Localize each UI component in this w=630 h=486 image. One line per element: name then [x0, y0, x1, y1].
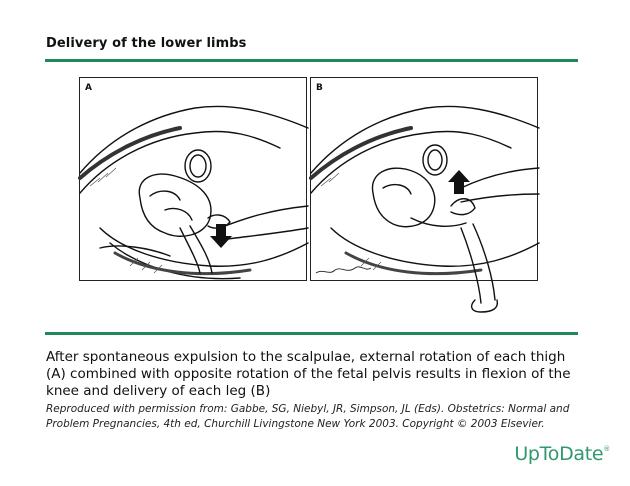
registered-mark: ®: [603, 445, 610, 453]
panel-label-b: B: [316, 83, 323, 93]
artist-signature: [316, 267, 371, 273]
figure-panel-b: [310, 77, 538, 281]
figure-panel-a: [79, 77, 307, 281]
caption-divider: [45, 332, 578, 335]
illustration-a: [80, 78, 308, 282]
illustration-b: [311, 78, 539, 282]
logo-text: UpToDate: [514, 443, 604, 465]
uptodate-logo: [514, 443, 610, 465]
figure-caption: After spontaneous expulsion to the scalpulae, external rotation of each thigh (A) combined with opposite rotation of the fetal pelvis results in flexion of the knee and delivery of each leg (B): [46, 349, 571, 399]
title-divider: [45, 59, 578, 62]
figure-credit: Reproduced with permission from: Gabbe, SG, Niebyl, JR, Simpson, JL (Eds). Obstetrics: Normal and Problem Pregnancies, 4th ed, Churchill Livingstone New York 2003. Copyright © 2003 Elsevier.: [46, 403, 570, 430]
page-title: Delivery of the lower limbs: [46, 36, 247, 51]
panel-label-a: A: [85, 83, 92, 93]
